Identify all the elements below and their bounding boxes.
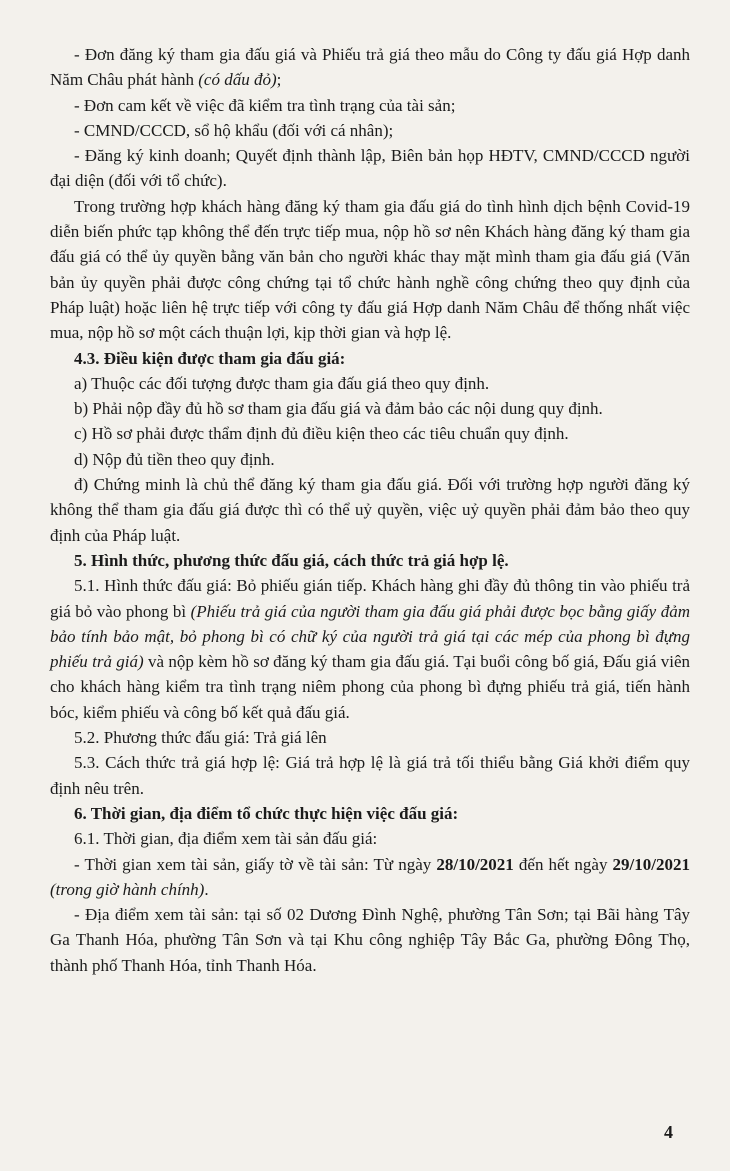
doc-list-item-3: - CMND/CCCD, sổ hộ khẩu (đối với cá nhân); bbox=[74, 120, 394, 140]
doc-list-item-2: - Đơn cam kết về việc đã kiểm tra tình trạng của tài sản; bbox=[74, 95, 456, 115]
date-to: 29/10/2021 bbox=[612, 854, 690, 874]
office-hours-note: (trong giờ hành chính) bbox=[50, 879, 205, 899]
condition-dd: đ) Chứng minh là chủ thể đăng ký tham gia đấu giá. Đối với trường hợp người đăng ký không thể tham gia đấu giá được thì có thể uỷ quyền, việc uỷ quyền phải đảm bảo theo quy định của Pháp luật. bbox=[50, 475, 690, 545]
condition-a: a) Thuộc các đối tượng được tham gia đấu giá theo quy định. bbox=[74, 373, 490, 393]
viewing-location: - Địa điểm xem tài sản: tại số 02 Dương Đình Nghệ, phường Tân Sơn; tại Bãi hàng Tây Ga Thanh Hóa, phường Tân Sơn và tại Khu công nghiệp Tây Bắc Ga, phường Đông Thọ, thành phố Thanh Hóa, tỉnh Thanh Hóa. bbox=[50, 905, 690, 975]
page-content bbox=[50, 42, 690, 978]
covid-paragraph: Trong trường hợp khách hàng đăng ký tham gia đấu giá do tình hình dịch bệnh Covid-19 diễn biến phức tạp không thể đến trực tiếp mua, nộp hồ sơ nên Khách hàng đăng ký tham gia đấu giá có thể ủy quyền bằng văn bản cho người khác thay mặt mình tham gia đấu giá (Văn bản ủy quyền phải được công chứng tại tổ chức hành nghề công chứng theo quy định của Pháp luật) hoặc liên hệ trực tiếp với công ty đấu giá Hợp danh Năm Châu để thống nhất việc mua, nộp hồ sơ một cách thuận lợi, kịp thời gian và hợp lệ. bbox=[50, 196, 690, 343]
section-6-1: 6.1. Thời gian, địa điểm xem tài sản đấu giá: bbox=[74, 829, 378, 849]
section-5-2: 5.2. Phương thức đấu giá: Trả giá lên bbox=[74, 728, 327, 748]
condition-c: c) Hồ sơ phải được thẩm định đủ điều kiện theo các tiêu chuẩn quy định. bbox=[74, 424, 569, 444]
section-5-1: 5.1. Hình thức đấu giá: Bỏ phiếu gián tiếp. Khách hàng ghi đầy đủ thông tin vào phiếu trả giá bỏ vào phong bì (Phiếu trả giá của người tham gia đấu giá phải được bọc bằng giấy đảm bảo tính bảo mật, bỏ phong bì có chữ ký của người trả giá tại các mép của phong bì đựng phiếu trả giá) và nộp kèm hồ sơ đăng ký tham gia đấu giá. Tại buổi công bố giá, Đấu giá viên cho khách hàng kiểm tra tình trạng niêm phong của phong bì đựng phiếu trả giá, tiến hành bóc, kiểm phiếu và công bố kết quả đấu giá. bbox=[50, 576, 690, 722]
section-5-3: 5.3. Cách thức trả giá hợp lệ: Giá trả hợp lệ là giá trả tối thiểu bằng Giá khởi điểm quy định nêu trên. bbox=[50, 753, 690, 798]
envelope-note: (Phiếu trả giá của người tham gia đấu giá phải được bọc bằng giấy đảm bảo tính bảo mật, bỏ phong bì có chữ ký của người trả giá tại các mép của phong bì đựng phiếu trả giá) bbox=[50, 601, 690, 672]
red-stamp-note: (có dấu đỏ) bbox=[198, 70, 277, 90]
section-6-heading: 6. Thời gian, địa điểm tổ chức thực hiện việc đấu giá: bbox=[74, 803, 459, 823]
condition-d: d) Nộp đủ tiền theo quy định. bbox=[74, 449, 275, 469]
doc-list-item-1: - Đơn đăng ký tham gia đấu giá và Phiếu trả giá theo mẫu do Công ty đấu giá Hợp danh Năm Châu phát hành (có dấu đỏ); bbox=[50, 45, 690, 90]
viewing-time: - Thời gian xem tài sản, giấy tờ về tài sản: Từ ngày 28/10/2021 đến hết ngày 29/10/2021 (trong giờ hành chính). bbox=[50, 854, 690, 899]
section-5-heading: 5. Hình thức, phương thức đấu giá, cách thức trả giá hợp lệ. bbox=[74, 550, 509, 570]
condition-b: b) Phải nộp đầy đủ hồ sơ tham gia đấu giá và đảm bảo các nội dung quy định. bbox=[74, 399, 603, 419]
date-from: 28/10/2021 bbox=[436, 854, 514, 874]
section-4-3-heading: 4.3. Điều kiện được tham gia đấu giá: bbox=[74, 348, 346, 368]
page-number: 4 bbox=[664, 1122, 673, 1142]
doc-list-item-4: - Đăng ký kinh doanh; Quyết định thành lập, Biên bản họp HĐTV, CMND/CCCD người đại diện (đối với tổ chức). bbox=[50, 146, 690, 191]
